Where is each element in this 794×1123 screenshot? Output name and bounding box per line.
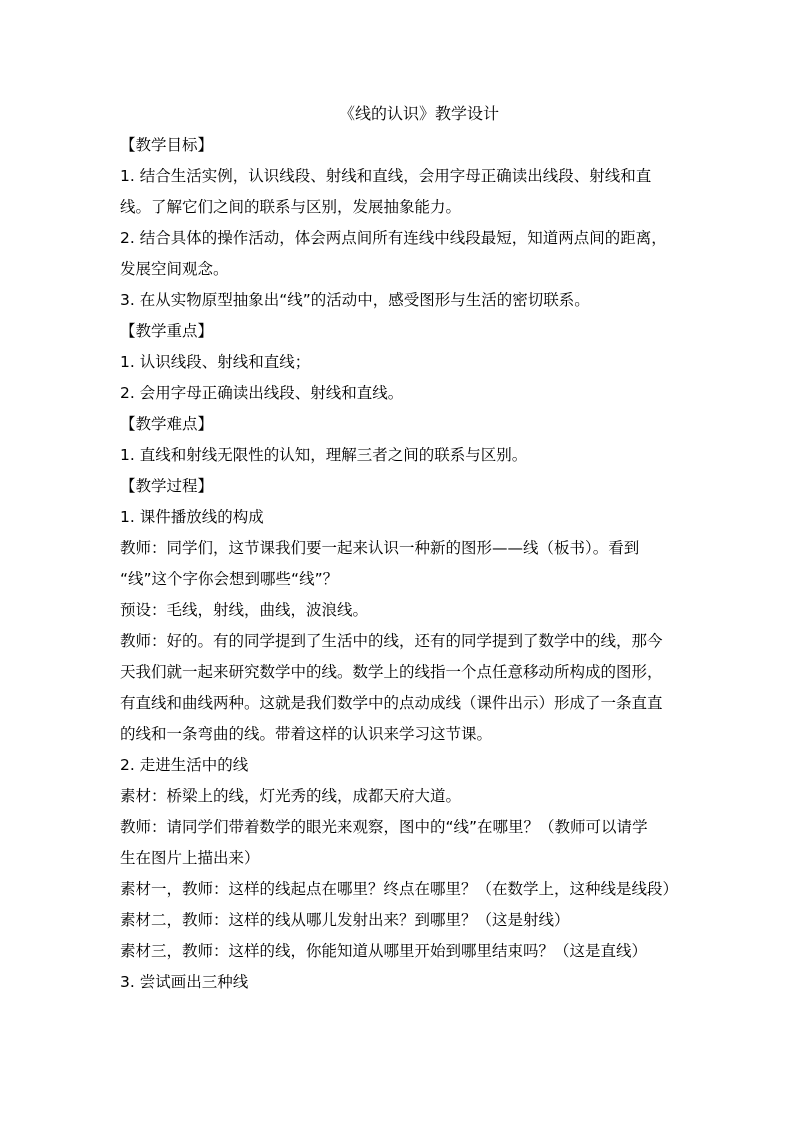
paragraph-line: 1. 课件播放线的构成 bbox=[120, 508, 264, 526]
paragraph-line: 1. 结合生活实例，认识线段、射线和直线，会用字母正确读出线段、射线和直 bbox=[120, 167, 652, 185]
paragraph-line: 2. 会用字母正确读出线段、射线和直线。 bbox=[120, 384, 404, 402]
paragraph-line: 发展空间观念。 bbox=[120, 260, 229, 278]
paragraph-line: 素材三，教师：这样的线，你能知道从哪里开始到哪里结束吗？（这是直线） bbox=[120, 942, 648, 960]
paragraph-line: 教师：同学们，这节课我们要一起来认识一种新的图形——线（板书）。看到 bbox=[120, 539, 640, 557]
paragraph-line: 3. 尝试画出三种线 bbox=[120, 973, 249, 991]
paragraph-line: 预设：毛线，射线，曲线，波浪线。 bbox=[120, 601, 369, 619]
paragraph-line: 线。了解它们之间的联系与区别，发展抽象能力。 bbox=[120, 198, 462, 216]
paragraph-line: 素材二，教师：这样的线从哪儿发射出来？到哪里？（这是射线） bbox=[120, 911, 570, 929]
paragraph-line: 素材一，教师：这样的线起点在哪里？终点在哪里？（在数学上，这种线是线段） bbox=[120, 880, 679, 898]
section-heading-difficulties: 【教学难点】 bbox=[120, 415, 214, 433]
paragraph-line: 素材：桥梁上的线，灯光秀的线，成都天府大道。 bbox=[120, 787, 462, 805]
paragraph-line: 2. 结合具体的操作活动，体会两点间所有连线中线段最短，知道两点间的距离， bbox=[120, 229, 667, 247]
paragraph-line: 教师：请同学们带着数学的眼光来观察，图中的“线”在哪里？（教师可以请学 bbox=[120, 818, 648, 836]
paragraph-line: 3. 在从实物原型抽象出“线”的活动中，感受图形与生活的密切联系。 bbox=[120, 291, 590, 309]
paragraph-line: 1. 直线和射线无限性的认知，理解三者之间的联系与区别。 bbox=[120, 446, 528, 464]
document-title: 《线的认识》教学设计 bbox=[338, 104, 499, 123]
paragraph-line: 教师：好的。有的同学提到了生活中的线，还有的同学提到了数学中的线，那今 bbox=[120, 632, 663, 650]
section-heading-objectives: 【教学目标】 bbox=[120, 136, 214, 154]
paragraph-line: 天我们就一起来研究数学中的线。数学上的线指一个点任意移动所构成的图形， bbox=[120, 663, 663, 681]
document-body bbox=[120, 130, 680, 998]
paragraph-line: 有直线和曲线两种。这就是我们数学中的点动成线（课件出示）形成了一条直直 bbox=[120, 694, 663, 712]
section-heading-process: 【教学过程】 bbox=[120, 477, 214, 495]
section-heading-key-points: 【教学重点】 bbox=[120, 322, 214, 340]
paragraph-line: “线”这个字你会想到哪些“线”？ bbox=[120, 570, 339, 588]
paragraph-line: 1. 认识线段、射线和直线； bbox=[120, 353, 311, 371]
document-page bbox=[120, 98, 680, 998]
paragraph-line: 2. 走进生活中的线 bbox=[120, 756, 249, 774]
paragraph-line: 的线和一条弯曲的线。带着这样的认识来学习这节课。 bbox=[120, 725, 493, 743]
paragraph-line: 生在图片上描出来） bbox=[120, 849, 260, 867]
